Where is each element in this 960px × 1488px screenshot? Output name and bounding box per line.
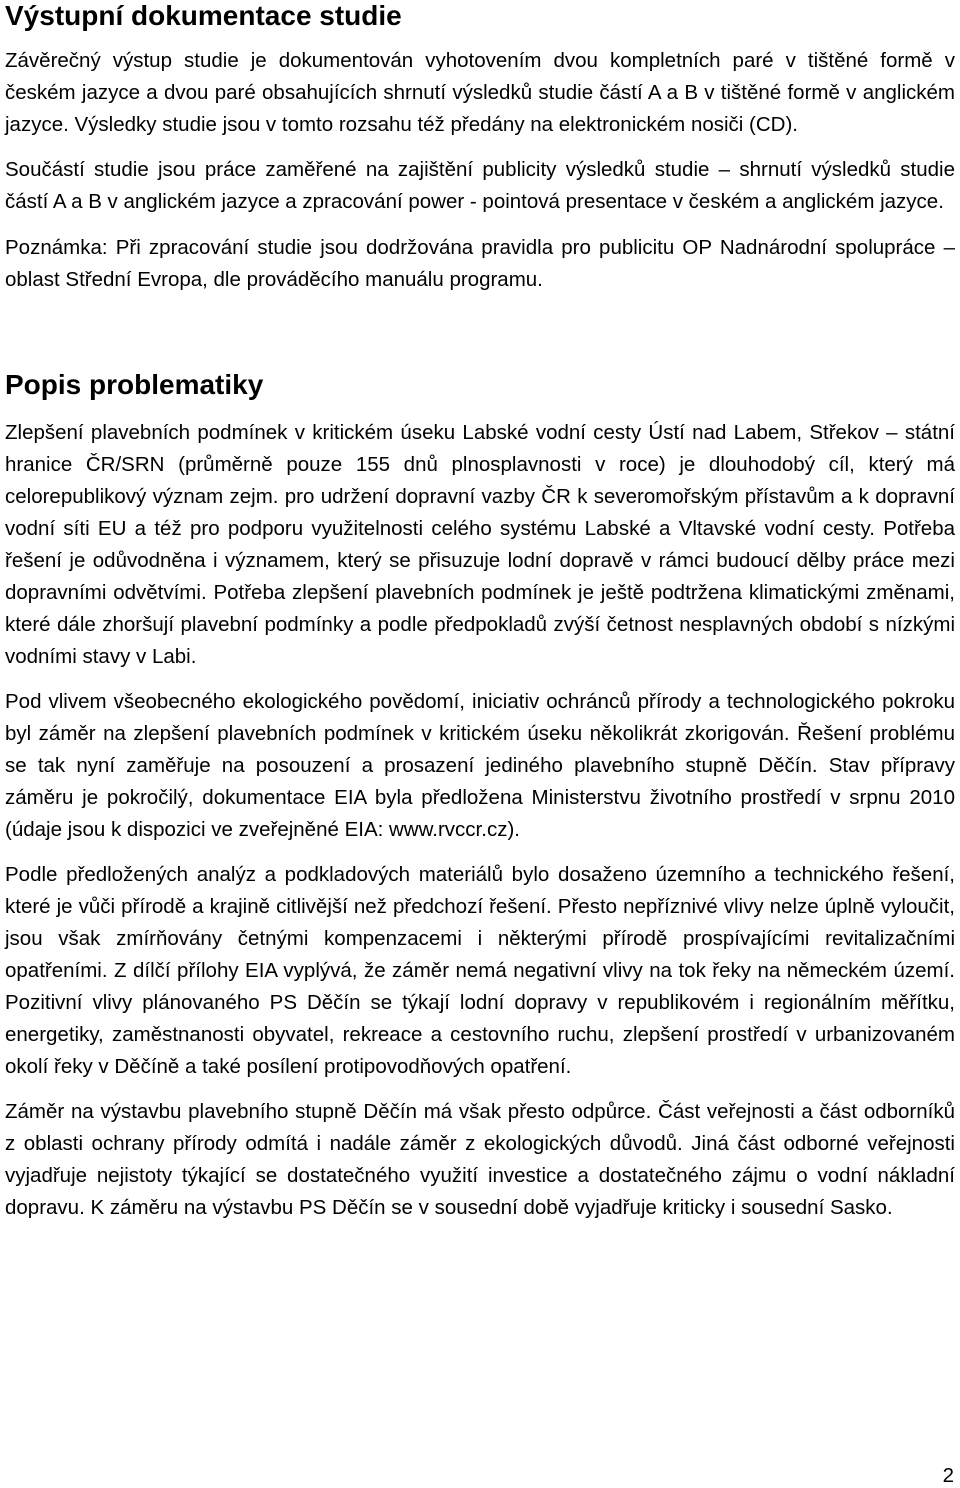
- paragraph-opponents: Záměr na výstavbu plavebního stupně Děčín má však přesto odpůrce. Část veřejnosti a část odborníků z oblasti ochrany přírody odmítá i nadále záměr z ekologických důvodů. Jiná část odborné veřejnosti vyjadřuje nejistoty týkající se dostatečného využití investice a dostatečného zájmu o vodní nákladní dopravu. K záměru na výstavbu PS Děčín se v sousední době vyjadřuje kriticky i sousední Sasko.: [5, 1100, 955, 1219]
- document-page: [5, 0, 955, 1224]
- paragraph-navigation-improvement: Zlepšení plavebních podmínek v kritickém úseku Labské vodní cesty Ústí nad Labem, Střekov – státní hranice ČR/SRN (průměrně pouze 155 dnů plnosplavnosti v roce) je dlouhodobý cíl, který má celorepublikový význam zejm. pro udržení dopravní vazby ČR k severomořským přístavům a k dopravní vodní síti EU a též pro podporu využitelnosti celého systému Labské a Vltavské vodní cesty. Potřeba řešení je odůvodněna i významem, který se přisuzuje lodní dopravě v rámci budoucí dělby práce mezi dopravními odvětvími. Potřeba zlepšení plavebních podmínek je ještě podtržena klimatickými změnami, které dále zhoršují plavební podmínky a podle předpokladů zvýší četnost nesplavných období s nízkými vodními stavy v Labi.: [5, 421, 955, 668]
- paragraph-output-deliverables: Závěrečný výstup studie je dokumentován vyhotovením dvou kompletních paré v tištěné formě v českém jazyce a dvou paré obsahujících shrnutí výsledků studie částí A a B v tištěné formě v anglickém jazyce. Výsledky studie jsou v tomto rozsahu též předány na elektronickém nosiči (CD).: [5, 49, 955, 136]
- page-number: 2: [942, 1464, 954, 1487]
- paragraph-analysis-impacts: Podle předložených analýz a podkladových materiálů bylo dosaženo územního a technického řešení, které je vůči přírodě a krajině citlivější než předchozí řešení. Přesto nepříznivé vlivy nelze úplně vyloučit, jsou však zmírňovány četnými kompenzacemi i některými přírodě prospívajícími revitalizačními opatřeními. Z dílčí přílohy EIA vyplývá, že záměr nemá negativní vlivy na tok řeky na německém území. Pozitivní vlivy plánovaného PS Děčín se týkají lodní dopravy v republikovém i regionálním měřítku, energetiky, zaměstnanosti obyvatel, rekreace a cestovního ruchu, zlepšení prostředí v urbanizovaném okolí řeky v Děčíně a také posílení protipovodňových opatření.: [5, 863, 955, 1078]
- paragraph-note: Poznámka: Při zpracování studie jsou dodržována pravidla pro publicitu OP Nadnárodní spolupráce – oblast Střední Evropa, dle prováděcího manuálu programu.: [5, 236, 955, 291]
- paragraph-publicity: Součástí studie jsou práce zaměřené na zajištění publicity výsledků studie – shrnutí výsledků studie částí A a B v anglickém jazyce a zpracování power - pointová presentace v českém a anglickém jazyce.: [5, 158, 955, 213]
- section-title-output-documentation: Výstupní dokumentace studie: [5, 0, 402, 31]
- paragraph-ecological-awareness: Pod vlivem všeobecného ekologického povědomí, iniciativ ochránců přírody a technologického pokroku byl záměr na zlepšení plavebních podmínek v kritickém úseku několikrát zkorigován. Řešení problému se tak nyní zaměřuje na posouzení a prosazení jediného plavebního stupně Děčín. Stav přípravy záměru je pokročilý, dokumentace EIA byla předložena Ministerstvu životního prostředí v srpnu 2010 (údaje jsou k dispozici ve zveřejněné EIA: www.rvccr.cz).: [5, 690, 955, 841]
- section-problem-description: [5, 370, 955, 1224]
- section-output-documentation: [5, 0, 955, 296]
- section-title-problem-description: Popis problematiky: [5, 369, 264, 400]
